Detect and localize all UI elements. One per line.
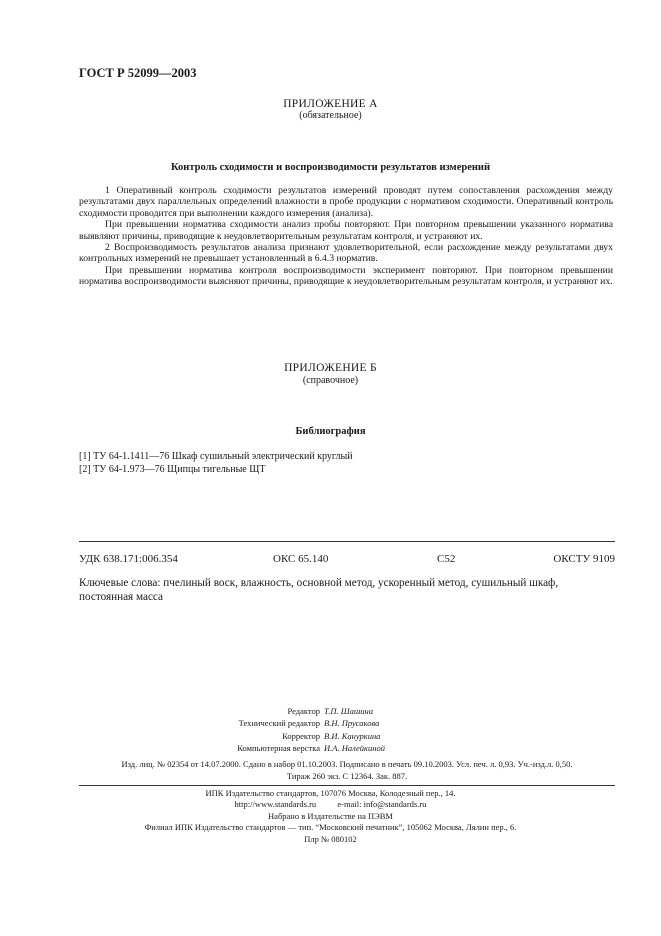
credits-block [0,705,661,754]
credit-name: Т.П. Шашина [324,706,373,716]
credit-role: Компьютерная верстка [237,742,320,753]
divider [79,785,615,786]
bibliography-list [79,451,353,476]
publisher-line: Набрано в Издательстве на ПЭВМ [268,810,393,821]
oks-code: ОКС 65.140 [273,553,329,565]
license-block [79,759,615,782]
publisher-line: Плр № 080102 [304,833,357,844]
okstu-code: ОКСТУ 9109 [553,553,615,565]
license-line: Тираж 260 экз. С 12364. Зак. 887. [286,770,408,781]
divider [79,541,615,542]
publisher-line: ИПК Издательство стандартов, 107076 Москва, Колодезный пер., 14. [205,788,456,798]
credit-role: Технический редактор [238,718,320,729]
paragraph: 2 Воспроизводимость результатов анализа признают удовлетворительной, если расхождение между результатами двух контрольных измерений не превышает установленный в 6.4.3 норматив. [79,242,613,265]
credit-name: И.А. Налейкиной [324,742,385,753]
bibliography-item: [1] ТУ 64-1.1411—76 Шкаф сушильный электрический круглый [79,451,353,462]
publisher-block [0,788,661,845]
appendix-a-heading: Контроль сходимости и воспроизводимости результатов измерений [170,162,491,173]
keywords: Ключевые слова: пчелиный воск, влажность, основной метод, ускоренный метод, сушильный шкаф, постоянная масса [79,577,559,603]
document-code: ГОСТ Р 52099—2003 [79,66,197,80]
credit-row [0,705,661,717]
paragraph: При превышении норматива сходимости анализ пробы повторяют. При повторном превышении указанного норматива выявляют причины, приводящие к неудовлетворительным результатам контроля, и устраняют их. [79,219,613,242]
credit-row [0,717,661,729]
appendix-a-body [79,185,613,288]
udk-code: УДК 638.171:006.354 [79,553,178,565]
appendix-a-title: ПРИЛОЖЕНИЕ А [283,98,378,110]
appendix-a-subtitle: (обязательное) [299,110,362,121]
credit-role: Редактор [287,706,320,716]
credit-row [0,730,661,742]
bibliography-item: [2] ТУ 64-1.973—76 Щипцы тигельные ЩТ [79,463,266,475]
paragraph: 1 Оперативный контроль сходимости результатов измерений проводят путем сопоставления расхождения между результатами двух параллельных определений влажности в пробе продукции с нормативом сходимости. Оперативный контроль сходимости проводится при выполнении каждого измерения (анализа). [79,185,613,219]
credit-role: Корректор [282,730,320,741]
publisher-line: Филиал ИПК Издательство стандартов — тип. “Московский печатник”, 105062 Москва, Лялин пер., 6. [144,822,517,833]
appendix-b-title: ПРИЛОЖЕНИЕ Б [284,362,377,374]
appendix-b-subtitle: (справочное) [302,375,359,386]
group-code: С52 [437,553,456,565]
credit-name: В.И. Кануркина [324,730,381,741]
publisher-web: http://www.standards.ru e-mail: info@standards.ru [234,799,427,810]
paragraph: При превышении норматива контроля воспроизводимости эксперимент повторяют. При повторном превышении норматива воспроизводимости выясняют причины, приводящие к неудовлетворительным результатам контроля, и устраняют их. [79,264,613,288]
credit-row [0,742,661,754]
bibliography-heading: Библиография [295,426,366,437]
credit-name: В.Н. Прусакова [324,718,380,729]
license-line: Изд. лиц. № 02354 от 14.07.2000. Сдано в набор 01.10.2003. Подписано в печать 09.10.2003. Усл. печ. л. 0,93. Уч.-изд.л. 0,50. [121,759,573,769]
